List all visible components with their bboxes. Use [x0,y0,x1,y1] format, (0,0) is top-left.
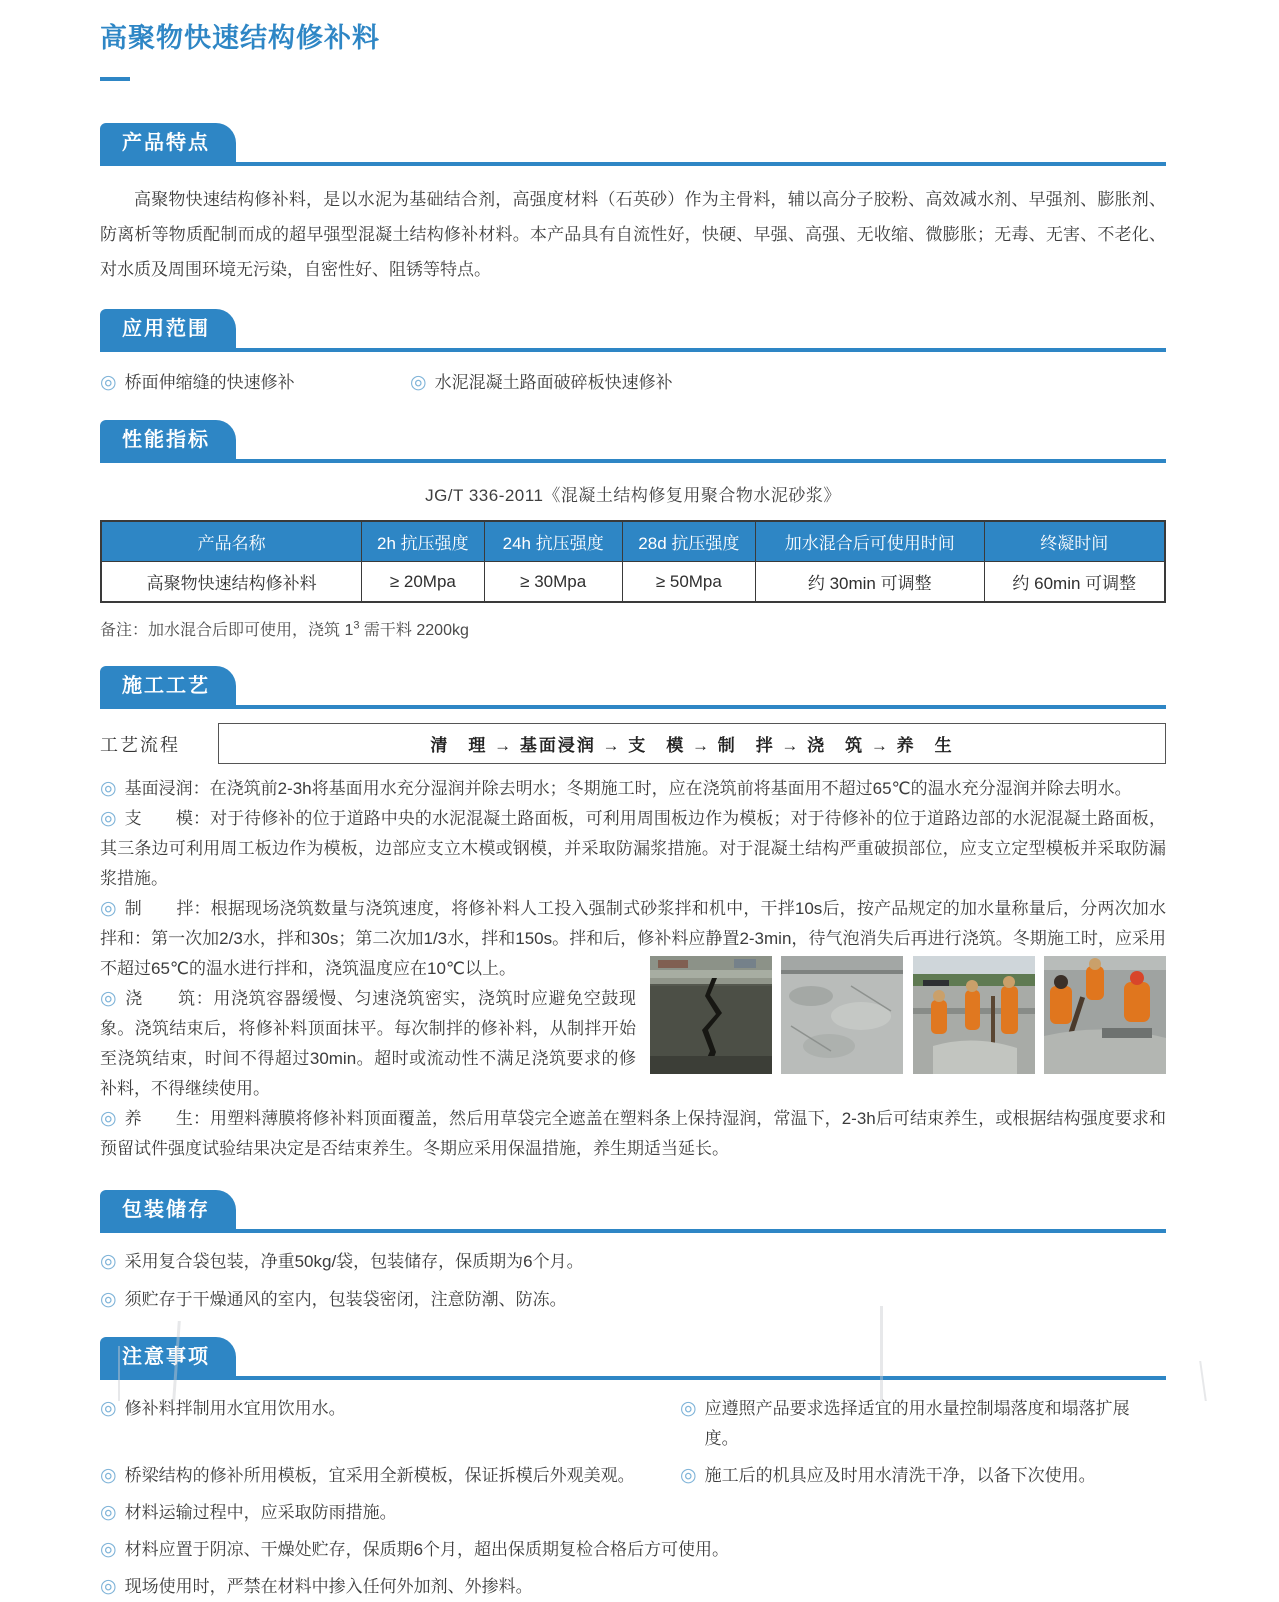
list-item [680,1394,1166,1454]
note-text: 现场使用时，严禁在材料中掺入任何外加剂、外掺料。 [124,1577,533,1596]
section-header-rule [100,123,1166,166]
col-header: 28d 抗压强度 [622,521,755,562]
list-item [100,368,410,398]
list-item [100,1572,1166,1602]
cell-product-name: 高聚物快速结构修补料 [101,562,362,603]
site-photo-strip [650,956,1166,1074]
application-label: 水泥混凝土路面破碎板快速修补 [434,373,673,392]
notes-full-width-list [100,1535,1166,1602]
step-text: 基面浸润：在浇筑前2-3h将基面用水充分湿润并除去明水；冬期施工时，应在浇筑前将基面用不超过65℃的温水充分湿润并除去明水。 [124,779,1132,798]
section-packaging [100,1190,1166,1315]
ring-bullet-icon: ◎ [100,372,117,393]
step-text: 支 模：对于待修补的位于道路中央的水泥混凝土路面板，可利用周围板边作为模板；对于待修补的位于道路边部的水泥混凝土路面板，其三条边可利用周工板边作为模板，边部应支立木模或钢模，并采取防漏浆措施。对于混凝土结构严重破损部位，应支立定型模板并采取防漏浆措施。 [100,809,1166,888]
flow-diagram: 清 理 → 基面浸润 → 支 模 → 制 拌 → 浇 筑 → 养 生 [218,723,1166,764]
process-step [100,804,1166,894]
ring-bullet-icon: ◎ [100,898,117,919]
table-row [101,562,1165,603]
process-steps [100,774,1166,1164]
ring-bullet-icon: ◎ [410,372,427,393]
list-item [100,1535,1166,1565]
section-heading-applications: 应用范围 [100,309,236,348]
notes-two-column-list [100,1394,1166,1535]
section-heading-notes: 注意事项 [100,1337,236,1376]
section-process [100,666,1166,1164]
note-text: 修补料拌制用水宜用饮用水。 [124,1399,346,1418]
ring-bullet-icon: ◎ [100,988,118,1009]
packaging-text: 须贮存于干燥通风的室内，包装袋密闭，注意防潮、防冻。 [124,1290,567,1309]
packaging-text: 采用复合袋包装，净重50kg/袋，包装储存，保质期为6个月。 [124,1252,584,1271]
section-heading-process: 施工工艺 [100,666,236,705]
note-text: 桥梁结构的修补所用模板，宜采用全新模板，保证拆模后外观美观。 [124,1466,635,1485]
title-underline [100,77,130,81]
page-title: 高聚物快速结构修补料 [100,23,380,53]
step-text: 制 拌：根据现场浇筑数量与浇筑速度，将修补料人工投入强制式砂浆拌和机中，干拌10s后，按产品规定的加水量称量后，分两次加水拌和：第一次加2/3水，拌和30s；第二次加1/3水，拌和150s。拌和后，修补料应静置2-3min，待气泡消失后再进行浇筑。冬期施工时，应采用不超过65℃的温水进行拌和，浇筑温度应在10℃以上。 [100,899,1166,978]
ring-bullet-icon: ◎ [100,1289,117,1310]
col-header: 终凝时间 [984,521,1165,562]
application-label: 桥面伸缩缝的快速修补 [124,373,295,392]
empty-cell [680,1498,1166,1535]
ring-bullet-icon: ◎ [100,808,117,829]
table-note [100,617,1166,640]
standard-caption: JG/T 336-2011《混凝土结构修复用聚合物水泥砂浆》 [425,486,841,505]
list-item [100,1498,680,1528]
ring-bullet-icon: ◎ [680,1398,697,1419]
section-heading-performance: 性能指标 [100,420,236,459]
col-header: 24h 抗压强度 [484,521,622,562]
list-item [410,368,673,398]
list-item [680,1461,1166,1491]
ring-bullet-icon: ◎ [100,1576,117,1597]
performance-table [100,520,1166,603]
section-header-rule [100,309,1166,352]
step-text: 养 生：用塑料薄膜将修补料顶面覆盖，然后用草袋完全遮盖在塑料条上保持湿润，常温下，2-3h后可结束养生，或根据结构强度要求和预留试件强度试验结果决定是否结束养生。冬期应采用保温措施，养生期适当延长。 [100,1109,1166,1158]
section-performance [100,420,1166,640]
note-text: 备注：加水混合后即可使用，浇筑 1 [100,622,354,639]
cell-2h-strength: ≥ 20Mpa [362,562,484,603]
process-step [100,774,1166,804]
note-text: 需干料 2200kg [359,622,469,639]
note-text: 材料应置于阴凉、干燥处贮存，保质期6个月，超出保质期复检合格后方可使用。 [124,1540,730,1559]
ring-bullet-icon: ◎ [100,1465,117,1486]
list-item [100,1461,680,1491]
section-heading-features: 产品特点 [100,123,236,162]
col-header: 加水混合后可使用时间 [755,521,984,562]
applications-list [100,368,1166,398]
watermark-stroke [118,1346,120,1401]
ring-bullet-icon: ◎ [100,1502,117,1523]
watermark-stroke [880,1306,883,1401]
section-header-rule [100,666,1166,709]
cell-final-set: 约 60min 可调整 [984,562,1165,603]
process-flow-row [100,723,1166,764]
list-item [100,1285,1166,1315]
flow-label: 工艺流程 [100,734,180,755]
section-notes [100,1337,1166,1602]
watermark-stroke [1199,1361,1207,1401]
cell-usable-time: 约 30min 可调整 [755,562,984,603]
photo-road-repair-crew [913,956,1035,1074]
step-text: 浇 筑：用浇筑容器缓慢、匀速浇筑密实，浇筑时应避免空鼓现象。浇筑结束后，将修补料顶面抹平。每次制拌的修补料，从制拌开始至浇筑结束，时间不得超过30min。超时或流动性不满足浇筑要求的修补料，不得继续使用。 [100,989,636,1098]
ring-bullet-icon: ◎ [680,1465,697,1486]
ring-bullet-icon: ◎ [100,1398,117,1419]
table-header-row [101,521,1165,562]
list-item [100,1247,1166,1277]
note-text: 施工后的机具应及时用水清洗干净，以备下次使用。 [704,1466,1096,1485]
section-header-rule [100,1190,1166,1233]
col-header: 产品名称 [101,521,362,562]
section-features [100,123,1166,287]
ring-bullet-icon: ◎ [100,1108,117,1129]
photo-concrete-repair-crew [1044,956,1166,1074]
col-header: 2h 抗压强度 [362,521,484,562]
cell-24h-strength: ≥ 30Mpa [484,562,622,603]
photo-cracked-pavement [650,956,772,1074]
section-applications [100,309,1166,398]
ring-bullet-icon: ◎ [100,1251,117,1272]
cell-28d-strength: ≥ 50Mpa [622,562,755,603]
list-item [100,1394,680,1454]
section-header-rule [100,1337,1166,1380]
features-paragraph: 高聚物快速结构修补料，是以水泥为基础结合剂，高强度材料（石英砂）作为主骨料，辅以高分子胶粉、高效减水剂、早强剂、膨胀剂、防离析等物质配制而成的超早强型混凝土结构修补材料。本产品具有自流性好，快硬、早强、高强、无收缩、微膨胀；无毒、无害、不老化、对水质及周围环境无污染，自密性好、阻锈等特点。 [100,190,1166,279]
note-text: 应遵照产品要求选择适宜的用水量控制塌落度和塌落扩展度。 [704,1399,1130,1448]
note-text: 材料运输过程中，应采取防雨措施。 [124,1503,397,1522]
note-superscript: 3 [353,619,360,632]
section-heading-packaging: 包装储存 [100,1190,236,1229]
section-header-rule [100,420,1166,463]
datasheet-page [100,0,1166,1602]
process-step [100,1104,1166,1164]
ring-bullet-icon: ◎ [100,1539,117,1560]
ring-bullet-icon: ◎ [100,778,117,799]
photo-concrete-surface [781,956,903,1074]
packaging-list [100,1247,1166,1315]
